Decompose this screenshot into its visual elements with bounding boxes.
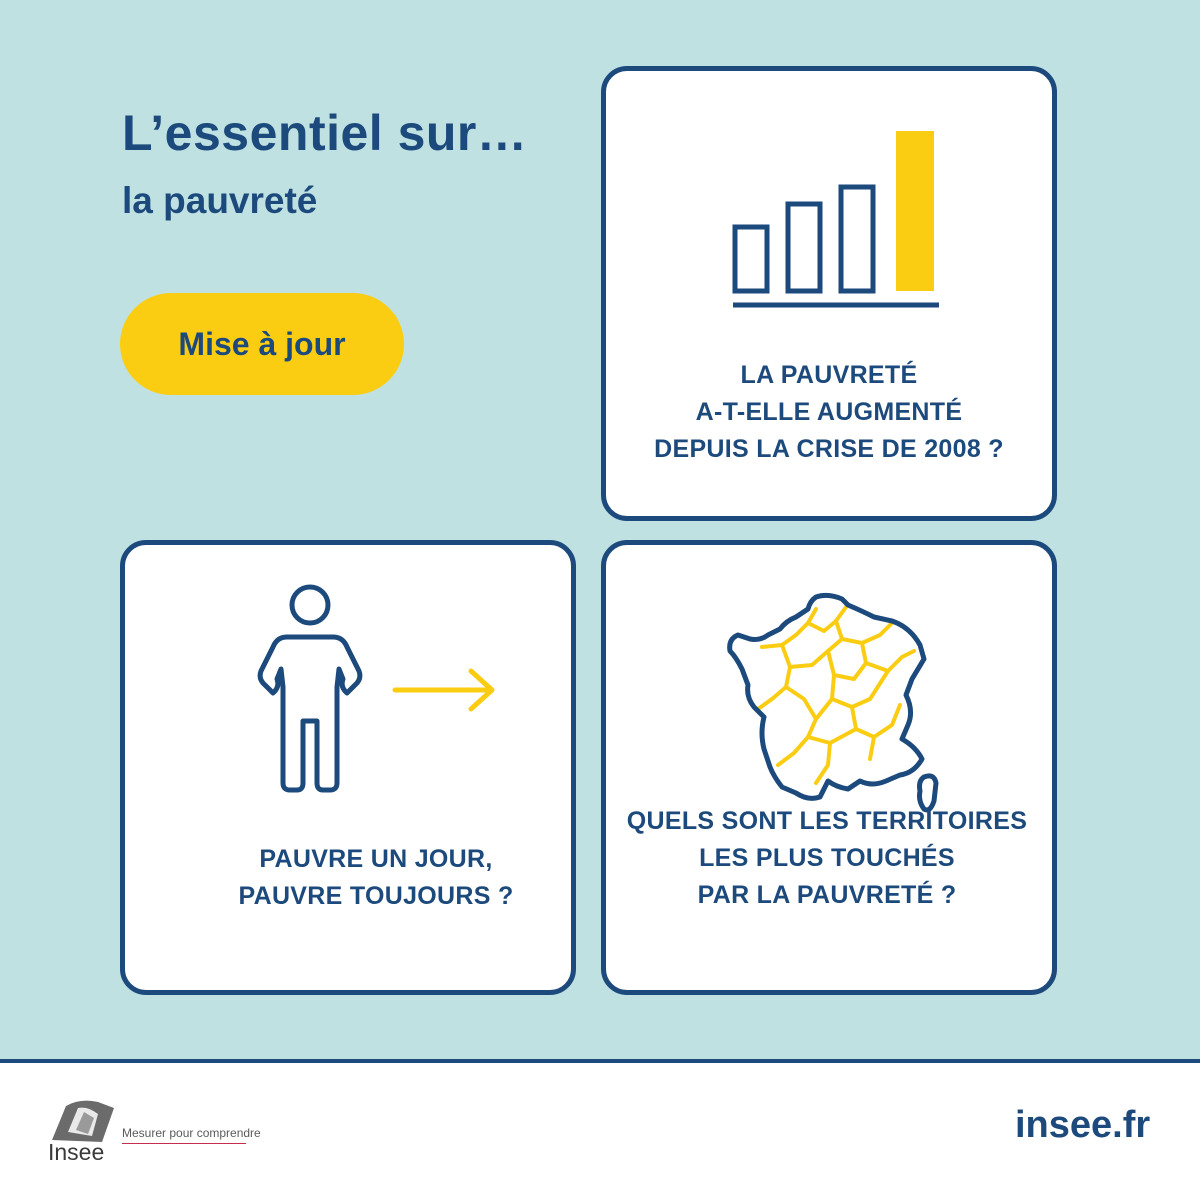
card-territories[interactable] [601,540,1057,995]
card-poverty-trend[interactable] [601,66,1057,521]
card-3-line-1: QUELS SONT LES TERRITOIRES [626,807,1028,835]
logo-wordmark: Insee [48,1139,105,1165]
card-3-text [604,803,1050,914]
page-subtitle: la pauvreté [122,180,318,221]
card-persistent-poverty[interactable] [120,540,576,995]
bar-1 [735,227,767,291]
card-3-line-3: PAR LA PAUVRETÉ ? [697,881,957,909]
card-1-line-3: DEPUIS LA CRISE DE 2008 ? [654,435,1004,463]
bar-chart-icon [731,129,941,309]
person-icon [247,583,377,798]
update-button[interactable]: Mise à jour [120,293,404,395]
card-1-line-1: LA PAUVRETÉ [740,361,918,389]
site-link[interactable]: insee.fr [1015,1104,1151,1146]
france-map-icon [724,587,944,817]
card-2-text [153,841,599,915]
bar-3 [841,187,873,291]
region-borders [758,607,914,783]
bar-2 [788,204,820,291]
card-2-line-2: PAUVRE TOUJOURS ? [238,882,514,910]
arrow-right-icon [391,665,501,715]
bar-4-highlight [896,131,934,291]
tagline: Mesurer pour comprendre [122,1126,246,1144]
card-2-line-1: PAUVRE UN JOUR, [259,845,493,873]
card-1-line-2: A-T-ELLE AUGMENTÉ [695,398,963,426]
card-3-line-2: LES PLUS TOUCHÉS [699,844,955,872]
page-title: L’essentiel sur… [122,105,528,161]
card-1-text [606,357,1052,468]
